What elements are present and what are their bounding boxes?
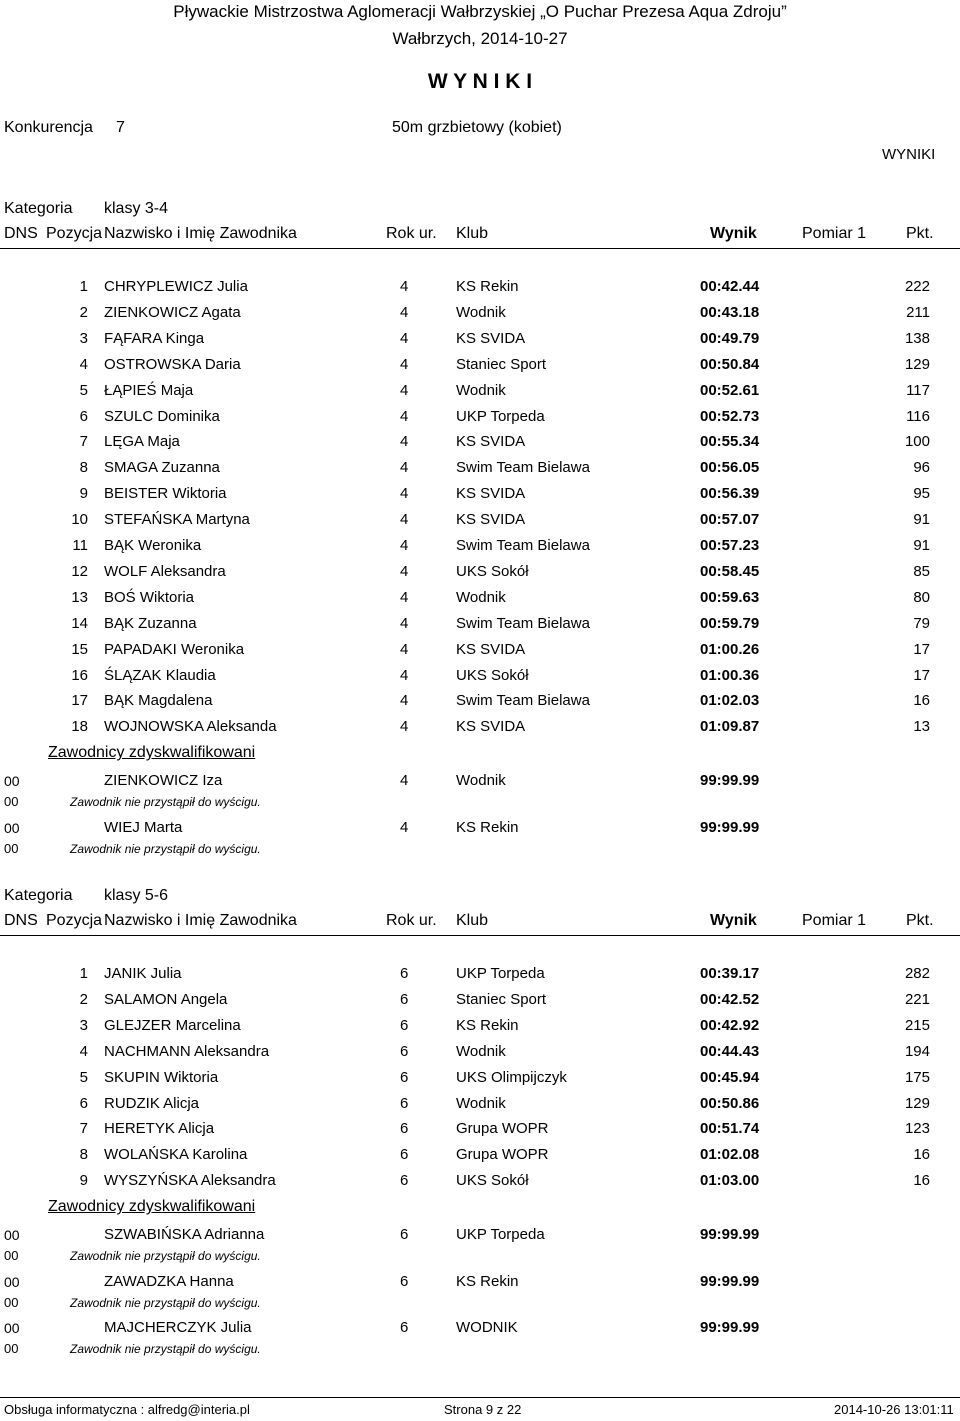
birth-year: 6 bbox=[400, 1172, 409, 1190]
result-row bbox=[0, 1092, 960, 1116]
club: KS Rekin bbox=[456, 818, 519, 836]
club: KS Rekin bbox=[456, 1272, 519, 1290]
club: UKP Torpeda bbox=[456, 407, 545, 425]
athlete-name: JANIK Julia bbox=[104, 965, 182, 982]
footer-divider bbox=[0, 1397, 960, 1398]
athlete-name: FĄFARA Kinga bbox=[104, 329, 205, 347]
footer-page: Strona 9 z 22 bbox=[444, 1402, 522, 1417]
points: 91 bbox=[913, 537, 930, 554]
disqualified-heading: Zawodnicy zdyskwalifikowani bbox=[48, 744, 256, 762]
result-time: 00:55.34 bbox=[700, 433, 760, 451]
club: KS SVIDA bbox=[456, 718, 526, 736]
position: 1 bbox=[79, 965, 88, 982]
col-year: Rok ur. bbox=[386, 912, 437, 929]
club: KS SVIDA bbox=[456, 511, 526, 529]
club: UKP Torpeda bbox=[456, 1226, 545, 1244]
club: UKS Olimpijczyk bbox=[456, 1068, 567, 1086]
disqualified-row bbox=[0, 769, 960, 793]
club: Wodnik bbox=[456, 381, 506, 399]
col-points: Pkt. bbox=[906, 912, 934, 929]
disqualification-note: Zawodnik nie przystąpił do wyścigu. bbox=[70, 1342, 261, 1357]
result-row bbox=[0, 1066, 960, 1090]
result-time: 01:02.08 bbox=[700, 1146, 760, 1164]
position: 11 bbox=[72, 537, 88, 554]
result-time: 00:45.94 bbox=[700, 1068, 760, 1086]
club: Grupa WOPR bbox=[456, 1146, 549, 1164]
club: UKS Sokół bbox=[456, 1172, 529, 1190]
competition-number: 7 bbox=[116, 119, 125, 136]
result-time: 00:57.23 bbox=[700, 537, 760, 554]
position: 5 bbox=[79, 1068, 88, 1086]
position: 12 bbox=[71, 562, 88, 580]
points: 80 bbox=[913, 588, 930, 606]
position: 17 bbox=[71, 692, 88, 710]
birth-year: 4 bbox=[400, 640, 409, 658]
header-divider bbox=[0, 248, 960, 249]
birth-year: 4 bbox=[400, 329, 409, 347]
club: KS SVIDA bbox=[456, 485, 526, 503]
results-heading: W Y N I K I bbox=[427, 70, 533, 93]
birth-year: 6 bbox=[400, 1016, 409, 1034]
result-row bbox=[0, 715, 960, 739]
points: 16 bbox=[913, 1172, 930, 1190]
competition-label: Konkurencja bbox=[4, 119, 93, 136]
birth-year: 4 bbox=[400, 459, 409, 477]
header-divider bbox=[0, 935, 960, 936]
position: 16 bbox=[71, 666, 88, 684]
points: 85 bbox=[913, 562, 930, 580]
athlete-name: CHRYPLEWICZ Julia bbox=[104, 278, 248, 295]
result-time: 99:99.99 bbox=[700, 1319, 760, 1337]
result-time: 00:43.18 bbox=[700, 303, 760, 321]
athlete-name: ZAWADZKA Hanna bbox=[104, 1272, 234, 1290]
position: 4 bbox=[79, 1042, 88, 1060]
result-time: 01:03.00 bbox=[700, 1172, 760, 1190]
dns-code: 00 bbox=[4, 1273, 20, 1290]
results-label: WYNIKI bbox=[882, 146, 936, 163]
athlete-name: SMAGA Zuzanna bbox=[104, 459, 220, 477]
note-dns-code: 00 bbox=[4, 1341, 19, 1357]
result-row bbox=[0, 638, 960, 662]
points: 123 bbox=[904, 1120, 930, 1138]
athlete-name: BĄK Zuzanna bbox=[104, 614, 197, 632]
points: 221 bbox=[904, 990, 930, 1008]
points: 129 bbox=[904, 355, 930, 373]
athlete-name: GLEJZER Marcelina bbox=[104, 1016, 241, 1034]
result-row bbox=[0, 327, 960, 351]
birth-year: 6 bbox=[400, 1226, 409, 1244]
athlete-name: BEISTER Wiktoria bbox=[104, 485, 227, 503]
result-row bbox=[0, 1117, 960, 1141]
note-dns-code: 00 bbox=[4, 840, 19, 856]
athlete-name: SZWABIŃSKA Adrianna bbox=[104, 1226, 265, 1244]
result-row bbox=[0, 1040, 960, 1064]
points: 96 bbox=[913, 459, 930, 477]
result-row bbox=[0, 612, 960, 636]
club: Staniec Sport bbox=[456, 990, 547, 1008]
result-time: 00:39.17 bbox=[700, 965, 760, 982]
club: Wodnik bbox=[456, 772, 506, 790]
athlete-name: WOLF Aleksandra bbox=[104, 562, 226, 580]
athlete-name: MAJCHERCZYK Julia bbox=[104, 1319, 252, 1337]
points: 175 bbox=[904, 1068, 930, 1086]
result-time: 99:99.99 bbox=[700, 772, 760, 790]
col-split: Pomiar 1 bbox=[802, 225, 867, 242]
result-time: 00:51.74 bbox=[700, 1120, 760, 1138]
col-name: Nazwisko i Imię Zawodnika bbox=[104, 912, 297, 929]
birth-year: 6 bbox=[400, 1319, 409, 1337]
dns-code: 00 bbox=[4, 1320, 20, 1337]
result-row bbox=[0, 1014, 960, 1038]
athlete-name: ZIENKOWICZ Agata bbox=[104, 303, 241, 321]
col-year: Rok ur. bbox=[386, 225, 437, 242]
points: 117 bbox=[906, 381, 930, 399]
birth-year: 4 bbox=[400, 666, 409, 684]
event-title: Pływackie Mistrzostwa Aglomeracji Wałbrzyskiej „O Puchar Prezesa Aqua Zdroju” bbox=[173, 2, 787, 21]
dns-code: 00 bbox=[4, 819, 20, 836]
result-row bbox=[0, 560, 960, 584]
col-name: Nazwisko i Imię Zawodnika bbox=[104, 225, 297, 242]
position: 2 bbox=[79, 990, 88, 1008]
position: 10 bbox=[71, 511, 88, 529]
col-result: Wynik bbox=[710, 912, 757, 929]
position: 4 bbox=[79, 355, 88, 373]
birth-year: 4 bbox=[400, 303, 409, 321]
athlete-name: PAPADAKI Weronika bbox=[104, 640, 245, 658]
position: 5 bbox=[79, 381, 88, 399]
result-row bbox=[0, 405, 960, 429]
birth-year: 4 bbox=[400, 433, 409, 451]
result-row bbox=[0, 275, 960, 299]
position: 18 bbox=[71, 718, 88, 736]
result-time: 00:52.61 bbox=[700, 381, 760, 399]
points: 16 bbox=[913, 1146, 930, 1164]
result-time: 00:42.52 bbox=[700, 990, 760, 1008]
result-time: 00:50.86 bbox=[700, 1094, 760, 1112]
result-time: 00:44.43 bbox=[700, 1042, 760, 1060]
result-time: 99:99.99 bbox=[700, 818, 760, 836]
disqualification-note: Zawodnik nie przystąpił do wyścigu. bbox=[70, 795, 261, 810]
athlete-name: BOŚ Wiktoria bbox=[104, 588, 195, 606]
club: KS SVIDA bbox=[456, 329, 526, 347]
birth-year: 6 bbox=[400, 1120, 409, 1138]
position: 14 bbox=[71, 614, 88, 632]
points: 17 bbox=[913, 640, 930, 658]
points: 79 bbox=[913, 614, 930, 632]
points: 16 bbox=[913, 692, 930, 710]
athlete-name: ŚLĄZAK Klaudia bbox=[104, 666, 216, 684]
points: 13 bbox=[913, 718, 930, 736]
position: 7 bbox=[79, 433, 88, 451]
points: 215 bbox=[904, 1016, 930, 1034]
points: 194 bbox=[904, 1042, 930, 1060]
col-position: Pozycja bbox=[46, 225, 103, 242]
disqualification-note: Zawodnik nie przystąpił do wyścigu. bbox=[70, 841, 261, 856]
athlete-name: STEFAŃSKA Martyna bbox=[104, 511, 250, 529]
club: Swim Team Bielawa bbox=[456, 459, 590, 477]
points: 138 bbox=[904, 329, 930, 347]
col-split: Pomiar 1 bbox=[802, 912, 867, 929]
club: Swim Team Bielawa bbox=[456, 614, 590, 632]
result-time: 00:42.92 bbox=[700, 1016, 760, 1034]
points: 100 bbox=[904, 433, 930, 451]
position: 15 bbox=[71, 640, 88, 658]
event-place-date: Wałbrzych, 2014-10-27 bbox=[392, 29, 568, 48]
athlete-name: ŁĄPIEŚ Maja bbox=[104, 381, 194, 399]
competition-name: 50m grzbietowy (kobiet) bbox=[392, 119, 562, 136]
result-time: 00:59.63 bbox=[700, 588, 760, 606]
result-row bbox=[0, 988, 960, 1012]
club: KS Rekin bbox=[456, 1016, 519, 1034]
club: KS SVIDA bbox=[456, 640, 526, 658]
birth-year: 4 bbox=[400, 562, 409, 580]
result-time: 01:09.87 bbox=[700, 718, 760, 736]
club: Staniec Sport bbox=[456, 355, 547, 373]
athlete-name: BĄK Weronika bbox=[104, 537, 202, 554]
result-time: 00:56.05 bbox=[700, 459, 760, 477]
disqualified-heading: Zawodnicy zdyskwalifikowani bbox=[48, 1198, 256, 1216]
birth-year: 4 bbox=[400, 355, 409, 373]
athlete-name: SALAMON Angela bbox=[104, 990, 228, 1008]
result-row bbox=[0, 456, 960, 480]
position: 6 bbox=[79, 407, 88, 425]
col-dns: DNS bbox=[4, 225, 38, 242]
club: Wodnik bbox=[456, 303, 506, 321]
points: 222 bbox=[904, 278, 930, 295]
note-dns-code: 00 bbox=[4, 794, 19, 810]
position: 6 bbox=[79, 1094, 88, 1112]
club: UKS Sokół bbox=[456, 666, 529, 684]
position: 3 bbox=[79, 1016, 88, 1034]
result-time: 00:59.79 bbox=[700, 614, 760, 632]
club: WODNIK bbox=[456, 1319, 518, 1337]
col-dns: DNS bbox=[4, 912, 38, 929]
points: 95 bbox=[913, 485, 930, 503]
birth-year: 4 bbox=[400, 692, 409, 710]
result-time: 00:52.73 bbox=[700, 407, 760, 425]
birth-year: 6 bbox=[400, 1272, 409, 1290]
birth-year: 6 bbox=[400, 1042, 409, 1060]
club: Swim Team Bielawa bbox=[456, 692, 590, 710]
note-dns-code: 00 bbox=[4, 1248, 19, 1264]
col-club: Klub bbox=[456, 225, 489, 242]
col-position: Pozycja bbox=[46, 912, 103, 929]
birth-year: 4 bbox=[400, 718, 409, 736]
col-result: Wynik bbox=[710, 225, 757, 242]
result-row bbox=[0, 353, 960, 377]
athlete-name: ZIENKOWICZ Iza bbox=[104, 772, 223, 790]
category-label: Kategoria bbox=[4, 200, 73, 217]
athlete-name: RUDZIK Alicja bbox=[104, 1094, 200, 1112]
result-row bbox=[0, 689, 960, 713]
position: 3 bbox=[79, 329, 88, 347]
club: KS SVIDA bbox=[456, 433, 526, 451]
position: 13 bbox=[71, 588, 88, 606]
result-row bbox=[0, 482, 960, 506]
points: 116 bbox=[906, 407, 930, 425]
position: 9 bbox=[79, 485, 88, 503]
disqualified-row bbox=[0, 1223, 960, 1247]
result-row bbox=[0, 1169, 960, 1193]
birth-year: 4 bbox=[400, 485, 409, 503]
position: 2 bbox=[79, 303, 88, 321]
athlete-name: WYSZYŃSKA Aleksandra bbox=[104, 1172, 276, 1190]
result-time: 00:58.45 bbox=[700, 562, 760, 580]
club: Wodnik bbox=[456, 1094, 506, 1112]
disqualified-row bbox=[0, 816, 960, 840]
athlete-name: HERETYK Alicja bbox=[104, 1120, 215, 1138]
athlete-name: BĄK Magdalena bbox=[104, 692, 213, 710]
birth-year: 4 bbox=[400, 588, 409, 606]
disqualified-row bbox=[0, 1316, 960, 1340]
birth-year: 4 bbox=[400, 381, 409, 399]
position: 7 bbox=[79, 1120, 88, 1138]
result-row bbox=[0, 962, 960, 986]
disqualified-row bbox=[0, 1270, 960, 1294]
result-time: 99:99.99 bbox=[700, 1226, 760, 1244]
result-row bbox=[0, 1143, 960, 1167]
dns-code: 00 bbox=[4, 1227, 20, 1244]
birth-year: 4 bbox=[400, 614, 409, 632]
athlete-name: WOJNOWSKA Aleksanda bbox=[104, 718, 277, 736]
club: KS Rekin bbox=[456, 278, 519, 295]
club: UKS Sokół bbox=[456, 562, 529, 580]
col-club: Klub bbox=[456, 912, 489, 929]
athlete-name: NACHMANN Aleksandra bbox=[104, 1042, 270, 1060]
footer-timestamp: 2014-10-26 13:01:11 bbox=[834, 1402, 954, 1417]
position: 8 bbox=[79, 459, 88, 477]
position: 9 bbox=[79, 1172, 88, 1190]
result-time: 00:42.44 bbox=[700, 278, 760, 295]
result-time: 01:00.26 bbox=[700, 640, 760, 658]
athlete-name: OSTROWSKA Daria bbox=[104, 355, 241, 373]
result-row bbox=[0, 534, 960, 558]
points: 91 bbox=[913, 511, 930, 529]
athlete-name: SKUPIN Wiktoria bbox=[104, 1068, 219, 1086]
result-time: 99:99.99 bbox=[700, 1272, 760, 1290]
result-row bbox=[0, 586, 960, 610]
position: 8 bbox=[79, 1146, 88, 1164]
result-row bbox=[0, 379, 960, 403]
result-time: 00:49.79 bbox=[700, 329, 760, 347]
birth-year: 4 bbox=[400, 537, 409, 554]
birth-year: 4 bbox=[400, 511, 409, 529]
birth-year: 4 bbox=[400, 772, 409, 790]
club: Wodnik bbox=[456, 588, 506, 606]
footer-service: Obsługa informatyczna : alfredg@interia.pl bbox=[4, 1402, 250, 1417]
category-label: Kategoria bbox=[4, 887, 73, 904]
birth-year: 6 bbox=[400, 1146, 409, 1164]
result-time: 01:02.03 bbox=[700, 692, 760, 710]
athlete-name: WOLAŃSKA Karolina bbox=[104, 1146, 248, 1164]
athlete-name: SZULC Dominika bbox=[104, 407, 220, 425]
club: Wodnik bbox=[456, 1042, 506, 1060]
disqualification-note: Zawodnik nie przystąpił do wyścigu. bbox=[70, 1249, 261, 1264]
points: 17 bbox=[913, 666, 930, 684]
points: 211 bbox=[906, 303, 930, 321]
result-time: 00:50.84 bbox=[700, 355, 760, 373]
birth-year: 4 bbox=[400, 818, 409, 836]
club: UKP Torpeda bbox=[456, 965, 545, 982]
birth-year: 6 bbox=[400, 990, 409, 1008]
birth-year: 6 bbox=[400, 1068, 409, 1086]
birth-year: 4 bbox=[400, 407, 409, 425]
note-dns-code: 00 bbox=[4, 1294, 19, 1310]
birth-year: 6 bbox=[400, 1094, 409, 1112]
dns-code: 00 bbox=[4, 773, 20, 790]
result-row bbox=[0, 664, 960, 688]
points: 282 bbox=[904, 965, 930, 982]
result-row bbox=[0, 508, 960, 532]
disqualification-note: Zawodnik nie przystąpił do wyścigu. bbox=[70, 1295, 261, 1310]
points: 129 bbox=[904, 1094, 930, 1112]
result-row bbox=[0, 430, 960, 454]
position: 1 bbox=[79, 278, 88, 295]
club: Grupa WOPR bbox=[456, 1120, 549, 1138]
result-time: 01:00.36 bbox=[700, 666, 760, 684]
result-row bbox=[0, 301, 960, 325]
athlete-name: WIEJ Marta bbox=[104, 818, 183, 836]
result-time: 00:56.39 bbox=[700, 485, 760, 503]
birth-year: 4 bbox=[400, 278, 409, 295]
athlete-name: LĘGA Maja bbox=[104, 433, 180, 451]
category-name: klasy 3-4 bbox=[104, 200, 169, 217]
result-time: 00:57.07 bbox=[700, 511, 760, 529]
birth-year: 6 bbox=[400, 965, 409, 982]
category-name: klasy 5-6 bbox=[104, 887, 169, 904]
col-points: Pkt. bbox=[906, 225, 934, 242]
club: Swim Team Bielawa bbox=[456, 537, 590, 554]
